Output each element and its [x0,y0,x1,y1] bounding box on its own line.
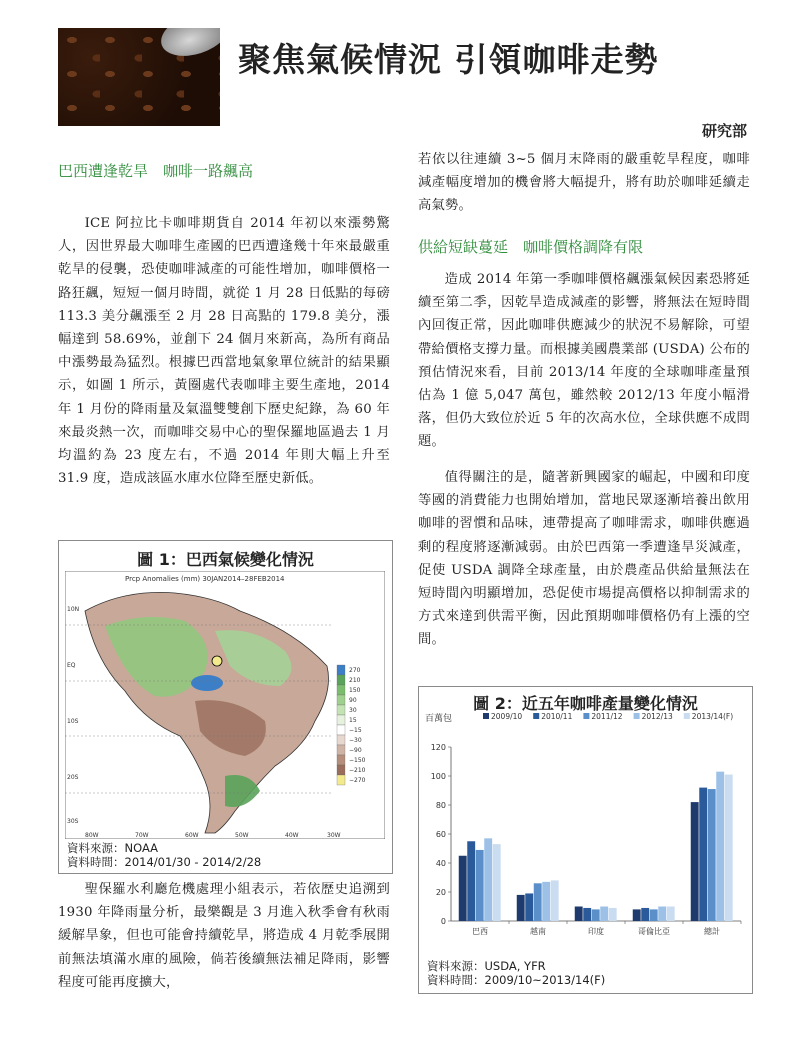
author-label: 研究部 [701,122,747,140]
legend-value: −150 [349,757,366,764]
bar [600,907,608,922]
legend-label: 2013/14(F) [691,712,734,721]
lon-label: 40W [285,832,299,839]
bar [641,908,649,921]
paragraph-drought-2: 聖保羅水利廳危機處理小組表示，若依歷史追溯到 1930 年降雨量分析，最樂觀是 3 月進入秋季會有秋雨緩解旱象，但也可能會持續乾旱，將造成 4 月乾季展開前無法填滿水庫的風險，倘若後續無法補足降雨，影響程度可能再度擴大， [58,882,390,990]
bar [459,856,467,921]
legend-value: 30 [349,707,357,714]
legend-swatch [337,775,345,785]
figure2-time-label: 資料時間：2009/10~2013/14(F) [427,973,606,987]
legend-swatch [337,675,345,685]
paragraph-supply-2: 值得關注的是，隨著新興國家的崛起，中國和印度等國的消費能力也開始增加，當地民眾逐漸培養出飲用咖啡的習慣和品味，連帶提高了咖啡需求，咖啡供應過剩的程度將逐漸減弱。由於巴西第一季遭逢旱災減產，促使 USDA 調降全球產量，由於農產品供給量無法在短時間內明顯增加，恐促使市場提高價格以抑制需求的方式來達到供需平衡，因此預期咖啡價格仍有上漲的空間。 [418,470,750,648]
figure1-source-label: 資料來源：NOAA [67,841,159,855]
lat-label: 10N [67,606,80,613]
legend-swatch [337,735,345,745]
legend-swatch [684,713,690,719]
bar [534,883,542,921]
figure-coffee-production [418,686,753,994]
legend-swatch [337,695,345,705]
figure2-source-label: 資料來源：USDA, YFR [427,959,546,973]
x-tick-label: 哥倫比亞 [638,927,670,936]
y-tick-label: 100 [430,772,446,781]
figure1-time-label: 資料時間：2014/01/30 - 2014/2/28 [67,855,262,869]
bar [583,908,591,921]
legend-value: −30 [349,737,362,744]
legend-value: 210 [349,677,361,684]
legend-value: 90 [349,697,357,704]
bar [633,909,641,921]
bar [699,788,707,921]
lat-label: 20S [67,774,79,781]
legend-value: −90 [349,747,362,754]
bar [476,850,484,921]
legend-swatch [337,665,345,675]
lat-label: 30S [67,818,79,825]
legend-label: 2011/12 [591,712,623,721]
bar [691,802,699,921]
chart-unit-label: 百萬包 [425,714,453,724]
legend-swatch [337,685,345,695]
legend-swatch [533,713,539,719]
figure1-source [67,841,261,869]
figure1-title: 圖 1：巴西氣候變化情況 [137,550,314,569]
bar [650,909,658,921]
legend-value: −270 [349,777,366,784]
figure-brazil-climate [58,540,393,874]
production-bar-chart [419,709,752,953]
legend-value: −210 [349,767,366,774]
y-tick-label: 80 [435,801,446,810]
bar [551,880,559,921]
lat-label: 10S [67,718,79,725]
bar [708,789,716,921]
paragraph-drought-3: 若依以往連續 3~5 個月末降雨的嚴重乾旱程度，咖啡減產幅度增加的機會將大幅提升，將有助於咖啡延續走高氣勢。 [418,152,750,214]
lon-label: 80W [85,832,99,839]
lon-label: 70W [135,832,149,839]
page-title: 聚焦氣候情況 引領咖啡走勢 [238,40,659,79]
x-tick-label: 巴西 [472,927,488,936]
legend-swatch [634,713,640,719]
bar [609,908,617,921]
legend-swatch [337,715,345,725]
brazil-precipitation-map [65,571,385,839]
bar [575,907,583,922]
y-tick-label: 120 [430,743,446,752]
legend-value: 150 [349,687,361,694]
coffee-scoop-image [156,28,220,64]
bar [592,909,600,921]
y-tick-label: 60 [435,830,446,839]
legend-value: −15 [349,727,362,734]
legend-value: 15 [349,717,357,724]
legend-swatch [337,745,345,755]
x-tick-label: 印度 [588,927,604,936]
legend-swatch [337,705,345,715]
bar [725,775,733,921]
legend-label: 2012/13 [641,712,673,721]
legend-label: 2009/10 [491,712,523,721]
legend-label: 2010/11 [541,712,573,721]
lon-label: 60W [185,832,199,839]
bar [667,907,675,922]
legend-swatch [337,765,345,775]
legend-swatch [337,755,345,765]
paragraph-supply-1: 造成 2014 年第一季咖啡價格飆漲氣候因素恐將延續至第二季，因乾旱造成減產的影響，將無法在短時間內回復正常，因此咖啡供應減少的狀況不易解除，可望帶給價格支撐力量。而根據美國農業部 (USDA) 公布的預估情況來看，目前 2013/14 年度的全球咖啡產量預估為 1 億 5,047 萬包，雖然較 2012/13 年度小幅滑落，但仍大致位於近 5 年的次高水位，全球供應不成問題。 [418,272,750,450]
y-tick-label: 0 [440,917,446,926]
figure2-title: 圖 2：近五年咖啡產量變化情況 [473,694,698,713]
legend-swatch [483,713,489,719]
bar [484,838,492,921]
x-tick-label: 越南 [530,927,546,936]
bar [716,772,724,921]
legend-swatch [583,713,589,719]
section-heading-supply: 供給短缺蔓延 咖啡價格調降有限 [418,238,644,256]
bar [542,882,550,921]
bar [525,893,533,921]
bar [517,895,525,921]
lat-label: EQ [67,662,76,669]
legend-swatch [337,725,345,735]
bar [467,841,475,921]
lon-label: 30W [327,832,341,839]
bar [493,844,501,921]
lon-label: 50W [235,832,249,839]
y-tick-label: 20 [435,888,446,897]
map-caption: Prcp Anomalies (mm) 30JAN2014–28FEB2014 [125,575,285,583]
y-tick-label: 40 [435,859,446,868]
bar [658,907,666,922]
section-heading-drought: 巴西遭逢乾旱 咖啡一路飆高 [58,162,254,180]
legend-value: 270 [349,667,361,674]
x-tick-label: 總計 [704,927,720,936]
header-coffee-photo [58,28,220,126]
paragraph-drought-1: ICE 阿拉比卡咖啡期貨自 2014 年初以來漲勢驚人，因世界最大咖啡生產國的巴西遭逢幾十年來最嚴重乾旱的侵襲，恐使咖啡減產的可能性增加，咖啡價格一路狂飆，短短一個月時間，就從 1 月 28 日低點的每磅 113.3 美分飆漲至 2 月 28 日高點的 179.8 美分，漲幅達到 58.69%，並創下 24 個月來新高，為所有商品中漲勢最為猛烈。根據巴西當地氣象單位統計的結果顯示，如圖 1 所示，黃圈處代表咖啡主要生產地，2014 年 1 月份的降雨量及氣溫雙雙創下歷史紀錄，為 60 年來最炎熱一次，而咖啡交易中心的聖保羅地區過去 1 月均溫約為 23 度左右，不過 2014 年則大幅上升至 31.9 度，造成該區水庫水位降至歷史新低。 [58,216,390,487]
figure2-source [427,959,605,987]
